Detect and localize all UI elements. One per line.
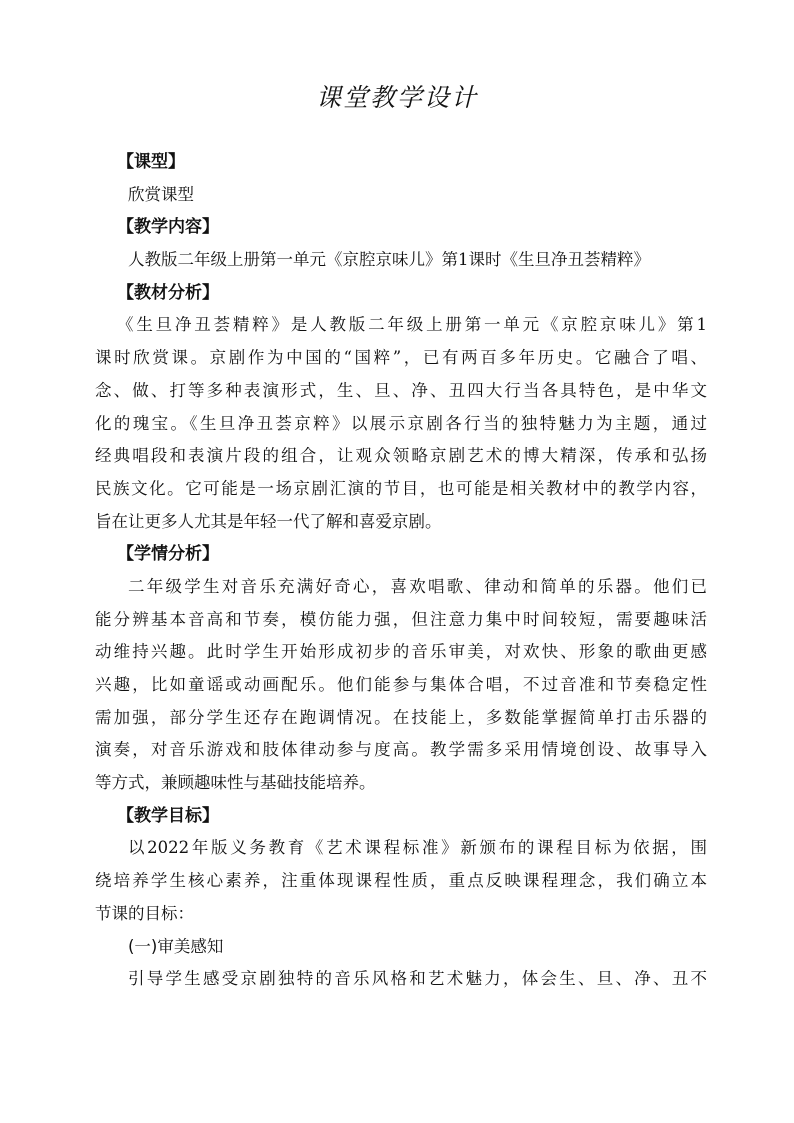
section-heading-course-type: 【课型】 — [117, 152, 185, 172]
paragraph-line: 等方式，兼顾趣味性与基础技能培养。 — [95, 773, 376, 793]
paragraph-line: 经典唱段和表演片段的组合，让观众领略京剧艺术的博大精深，传承和弘扬 — [95, 446, 707, 466]
sub-heading-aesthetic-perception: (一)审美感知 — [128, 936, 224, 956]
paragraph-line: 需加强，部分学生还存在跑调情况。在技能上，多数能掌握简单打击乐器的 — [95, 707, 707, 727]
section-heading-student-analysis: 【学情分析】 — [117, 544, 219, 565]
paragraph-line: 以2022年版义务教育《艺术课程标准》新颁布的课程目标为依据，围 — [128, 838, 707, 858]
paragraph-line: 课时欣赏课。京剧作为中国的“国粹”，已有两百多年历史。它融合了唱、 — [95, 348, 707, 368]
section-heading-content: 【教学内容】 — [117, 217, 219, 238]
paragraph-line: 二年级学生对音乐充满好奇心，喜欢唱歌、律动和简单的乐器。他们已 — [128, 576, 707, 596]
paragraph-line: 念、做、打等多种表演形式，生、旦、净、丑四大行当各具特色，是中华文 — [95, 380, 707, 400]
paragraph-line: 动维持兴趣。此时学生开始形成初步的音乐审美，对欢快、形象的歌曲更感 — [95, 642, 707, 662]
paragraph-line: 演奏，对音乐游戏和肢体律动参与度高。教学需多采用情境创设、故事导入 — [95, 740, 707, 760]
paragraph-line: 绕培养学生核心素养，注重体现课程性质，重点反映课程理念，我们确立本 — [95, 871, 707, 891]
paragraph-line: 节课的目标： — [95, 903, 194, 923]
paragraph-line: 旨在让更多人尤其是年轻一代了解和喜爱京剧。 — [95, 511, 442, 531]
section-heading-objectives: 【教学目标】 — [117, 805, 219, 826]
paragraph-line: 《生旦净丑荟精粹》是人教版二年级上册第一单元《京腔京味儿》第1 — [117, 315, 707, 335]
paragraph-line: 人教版二年级上册第一单元《京腔京味儿》第1课时《生旦净丑荟精粹》 — [128, 250, 650, 270]
page-title: 课堂教学设计 — [315, 83, 478, 112]
paragraph-line: 民族文化。它可能是一场京剧汇演的节目，也可能是相关教材中的教学内容， — [95, 478, 707, 498]
paragraph-line: 引导学生感受京剧独特的音乐风格和艺术魅力，体会生、旦、净、丑不 — [128, 969, 707, 989]
document-body — [95, 146, 707, 996]
section-heading-material-analysis: 【教材分析】 — [117, 282, 219, 303]
paragraph-line: 能分辨基本音高和节奏，模仿能力强，但注意力集中时间较短，需要趣味活 — [95, 609, 707, 629]
paragraph-line: 欣赏课型 — [128, 184, 194, 204]
paragraph-line: 兴趣，比如童谣或动画配乐。他们能参与集体合唱，不过音准和节奏稳定性 — [95, 675, 707, 694]
paragraph-line: 化的瑰宝。《生旦净丑荟京粹》以展示京剧各行当的独特魅力为主题，通过 — [95, 413, 707, 433]
